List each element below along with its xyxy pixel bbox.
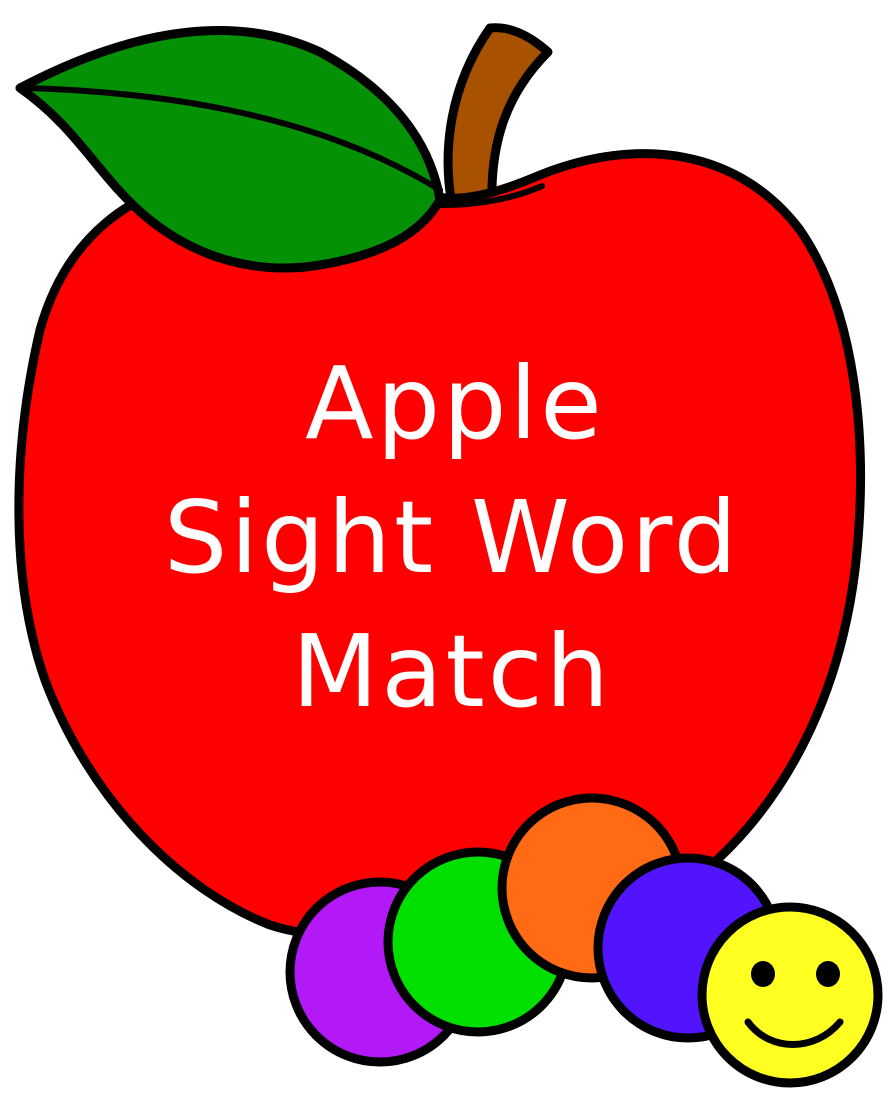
caterpillar-head	[702, 907, 878, 1083]
smiley-face-icon	[702, 907, 878, 1083]
title-line-1: Apple	[305, 345, 605, 462]
leaf-shape	[20, 31, 440, 268]
title-line-2: Sight Word	[163, 479, 741, 596]
left-eye	[751, 961, 775, 987]
title-line-3: Match	[291, 613, 613, 730]
right-eye	[816, 961, 840, 987]
